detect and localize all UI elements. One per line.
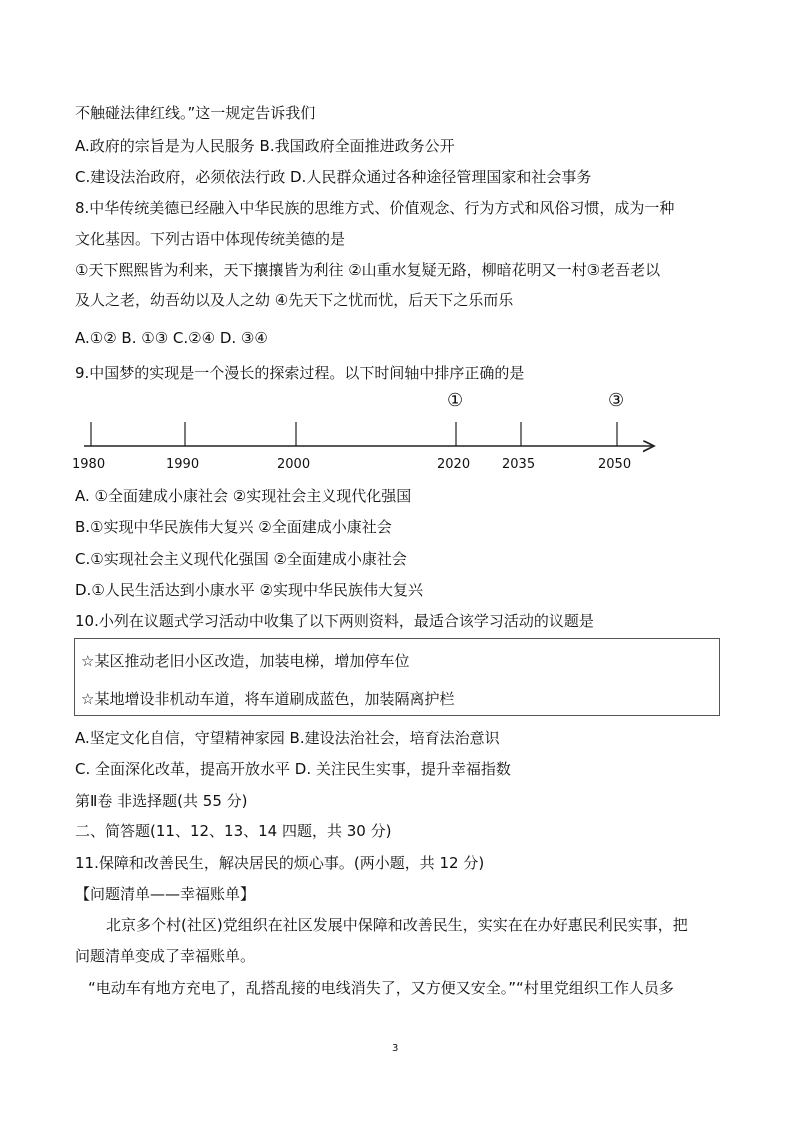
timeline-year-label: 2020	[437, 457, 471, 472]
q8-stem: 8.中华传统美德已经融入中华民族的思维方式、价值观念、行为方式和风俗习惯，成为一种	[75, 199, 675, 217]
paragraph-line: 北京多个村(社区)党组织在社区发展中保障和改善民生，实实在在办好惠民利民实事，把	[106, 916, 688, 934]
q10-stem: 10.小列在议题式学习活动中收集了以下两则资料，最适合该学习活动的议题是	[75, 612, 594, 630]
q7-option-cd: C.建设法治政府，必须依法行政 D.人民群众通过各种途径管理国家和社会事务	[75, 168, 592, 186]
material-1: ☆某区推动老旧小区改造，加装电梯，增加停车位	[81, 652, 410, 670]
timeline-year-label: 1980	[72, 457, 106, 472]
q9-option-a: A. ①全面建成小康社会 ②实现社会主义现代化强国	[75, 487, 412, 505]
q8-items-cont: 及人之老，幼吾幼以及人之幼 ④先天下之忧而忧，后天下之乐而乐	[75, 291, 514, 309]
q9-stem: 9.中国梦的实现是一个漫长的探索过程。以下时间轴中排序正确的是	[75, 364, 525, 382]
q11-subheading: 【问题清单——幸福账单】	[75, 885, 256, 903]
timeline-year-label: 2035	[502, 457, 536, 472]
q7-option-ab: A.政府的宗旨是为人民服务 B.我国政府全面推进政务公开	[75, 137, 455, 155]
materials-box	[74, 638, 720, 716]
text-line: 不触碰法律红线。”这一规定告诉我们	[75, 104, 316, 122]
q10-option-ab: A.坚定文化自信，守望精神家园 B.建设法治社会，培育法治意识	[75, 729, 500, 747]
paragraph-line: “电动车有地方充电了，乱搭乱接的电线消失了，又方便又安全。”“村里党组织工作人员多	[88, 979, 674, 997]
q11-stem: 11.保障和改善民生，解决居民的烦心事。(两小题，共 12 分)	[75, 854, 485, 872]
timeline-year-label: 2050	[598, 457, 632, 472]
q8-options: A.①② B. ①③ C.②④ D. ③④	[75, 329, 268, 347]
q8-items: ①天下熙熙皆为利来，天下攘攘皆为利往 ②山重水复疑无路，柳暗花明又一村③老吾老以	[75, 261, 661, 279]
q9-option-c: C.①实现社会主义现代化强国 ②全面建成小康社会	[75, 550, 407, 568]
timeline	[70, 390, 670, 480]
timeline-marker: ①	[447, 390, 464, 411]
paragraph-line: 问题清单变成了幸福账单。	[75, 947, 256, 965]
timeline-year-label: 2000	[277, 457, 311, 472]
page-number: 3	[392, 1043, 399, 1054]
timeline-marker: ③	[608, 390, 625, 411]
material-2: ☆某地增设非机动车道，将车道刷成蓝色，加装隔离护栏	[81, 690, 455, 708]
section-heading: 二、简答题(11、12、13、14 四题，共 30 分)	[75, 822, 392, 840]
q10-option-cd: C. 全面深化改革，提高开放水平 D. 关注民生实事，提升幸福指数	[75, 760, 511, 778]
timeline-year-label: 1990	[166, 457, 200, 472]
part-two-heading: 第Ⅱ卷 非选择题(共 55 分)	[75, 792, 248, 810]
q8-stem-cont: 文化基因。下列古语中体现传统美德的是	[75, 230, 346, 248]
q9-option-b: B.①实现中华民族伟大复兴 ②全面建成小康社会	[75, 518, 392, 536]
timeline-graphic	[70, 390, 670, 480]
q9-option-d: D.①人民生活达到小康水平 ②实现中华民族伟大复兴	[75, 581, 423, 599]
